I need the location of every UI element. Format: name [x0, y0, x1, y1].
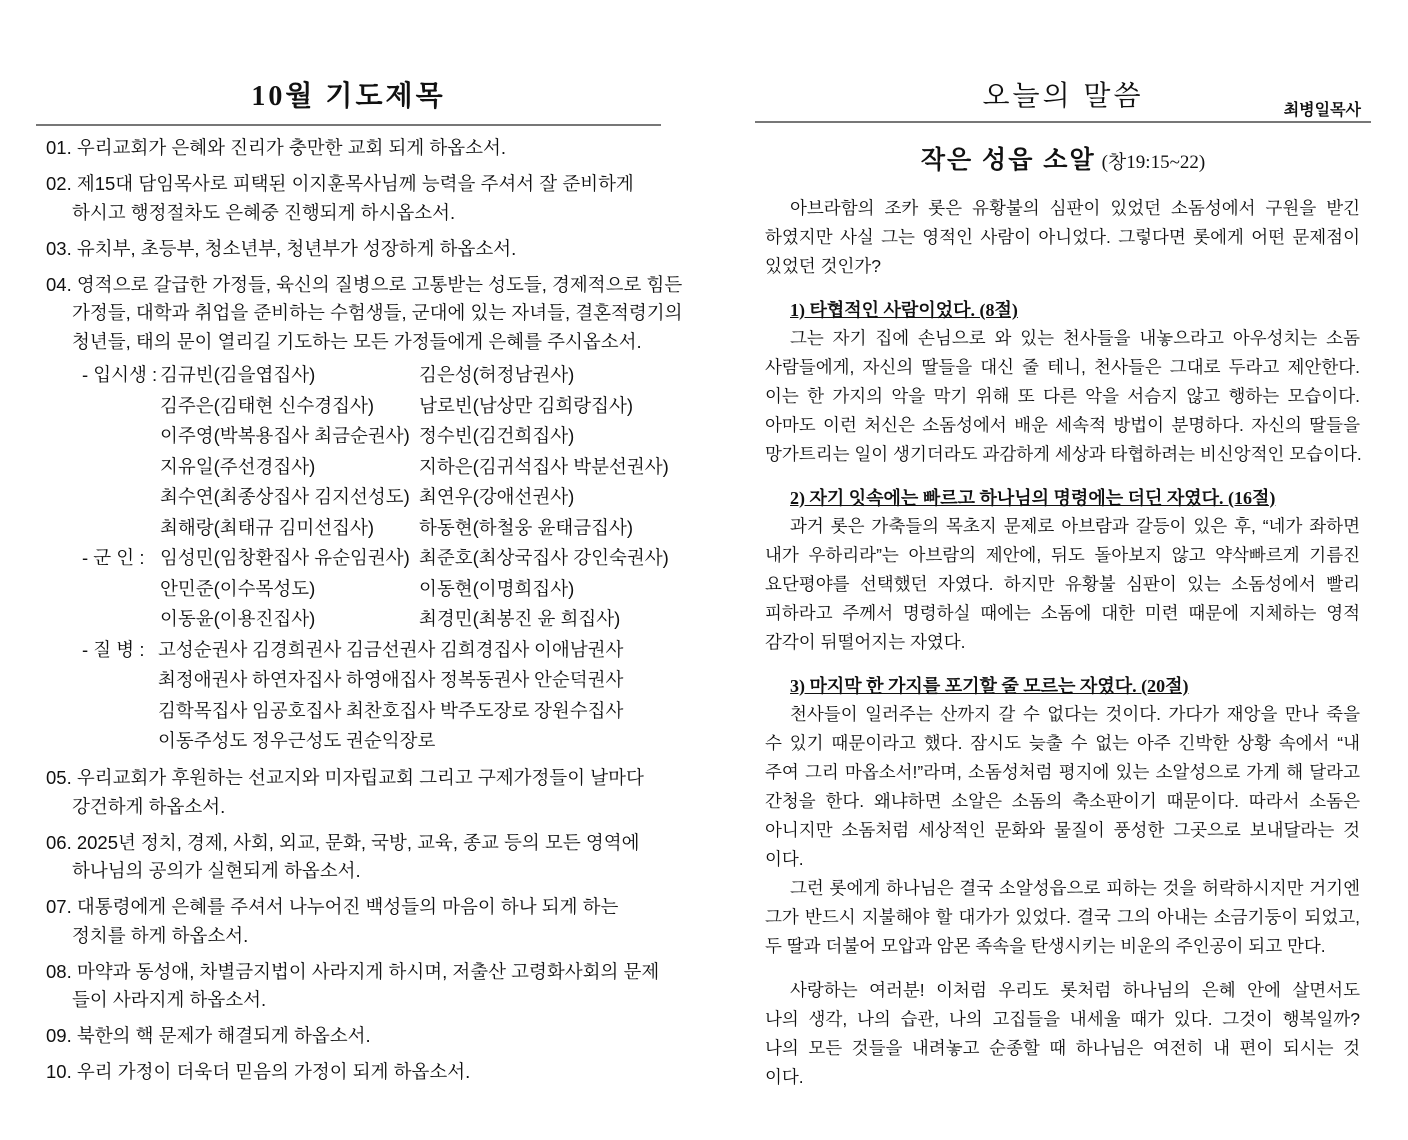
- name-row: [46, 604, 661, 635]
- name-row: [46, 513, 661, 544]
- prayer-item: [46, 829, 661, 886]
- paragraph-line: 피하라고 주께서 명령하실 때에는 소돔에 대한 미련 때문에 지체하는 영적: [765, 603, 1360, 623]
- name-entry: 최경민(최봉진 윤 희집사): [419, 608, 621, 629]
- paragraph-line: 망가트리는 일이 생기더라도 과감하게 세상과 타협하려는 비신앙적인 모습이다.: [765, 444, 1362, 464]
- prayer-item: [46, 1058, 661, 1087]
- prayer-item-line: 02. 제15대 담임목사로 피택된 이지훈목사님께 능력을 주셔서 잘 준비하게: [46, 173, 634, 194]
- prayer-item-line: 강건하게 하옵소서.: [72, 795, 226, 817]
- prayer-item-line: 하시고 행정절차도 은혜중 진행되게 하시옵소서.: [72, 201, 456, 223]
- prayer-item: [46, 235, 661, 264]
- name-entry: 이동현(이명희집사): [419, 577, 575, 599]
- prayer-item-line: 청년들, 태의 문이 열리길 기도하는 모든 가정들에게 은혜를 주시옵소서.: [72, 330, 642, 352]
- sermon-header: 오늘의 말씀: [982, 80, 1144, 111]
- name-entry: 권순익장로: [346, 730, 436, 751]
- prayer-item: [46, 764, 661, 821]
- prayer-item: [46, 893, 661, 950]
- section-heading: [765, 484, 1360, 512]
- paragraph-line: 사람들에게, 자신의 딸들을 대신 줄 테니, 천사들은 그대로 두라고 제안한다.: [765, 357, 1360, 377]
- name-entry: 김학목집사: [158, 699, 248, 721]
- prayer-item: [46, 271, 683, 757]
- section-heading-text: 1) 타협적인 사람이었다. (8절): [790, 300, 1018, 320]
- prayer-item-line: 05. 우리교회가 후원하는 선교지와 미자립교회 그리고 구제가정들이 날마다: [46, 767, 644, 788]
- paragraph-line: 두 딸과 더불어 모압과 암몬 족속을 탄생시키는 비운의 주인공이 되고 만다.: [765, 936, 1326, 956]
- prayer-item-line: 04. 영적으로 갈급한 가정들, 육신의 질병으로 고통받는 성도들, 경제적으로 힘든: [46, 273, 683, 295]
- prayer-item-line: 06. 2025년 정치, 경제, 사회, 외교, 문화, 국방, 교육, 종교 등의 모든 영역에: [46, 831, 640, 853]
- name-entry: 최정애권사: [158, 669, 248, 690]
- section-heading: [765, 296, 1360, 324]
- name-entry: 이동윤(이용진집사): [160, 608, 316, 629]
- name-entry: 하동현(하철웅 윤태금집사): [419, 516, 634, 538]
- name-entry: 김희경집사: [440, 638, 530, 660]
- name-entry: 이주영(박복용집사 최금순권사): [160, 425, 410, 446]
- prayer-item-line: 09. 북한의 핵 문제가 해결되게 하옵소서.: [46, 1025, 371, 1046]
- name-row: [46, 635, 661, 666]
- name-row: [46, 543, 669, 574]
- name-row: [46, 452, 669, 483]
- paragraph-line: 요단평야를 선택했던 자였다. 하지만 유황불 심판이 있는 소돔성에서 빨리: [765, 574, 1360, 594]
- name-row: [46, 421, 661, 452]
- name-entry: 최연우(강애선권사): [419, 486, 575, 507]
- name-entry: 이동주성도: [158, 730, 248, 751]
- paragraph-line: 과거 롯은 가축들의 목초지 문제로 아브람과 갈등이 있은 후, “네가 좌하면: [790, 516, 1360, 536]
- sermon-paragraph: [765, 194, 1360, 281]
- prayer-item-line: 10. 우리 가정이 더욱더 믿음의 가정이 되게 하옵소서.: [46, 1061, 471, 1082]
- group-label: - 군 인 :: [82, 547, 145, 568]
- prayer-item-line: 08. 마약과 동성애, 차별금지법이 사라지게 하시며, 저출산 고령화사회의 문제: [46, 960, 660, 982]
- name-entry: 김경희권사: [252, 638, 342, 660]
- name-entry: 최준호(최상국집사 강인숙권사): [419, 547, 669, 568]
- name-entry: 지유일(주선경집사): [160, 455, 316, 477]
- paragraph-line: 내가 우하리라”는 아브람의 제안에, 뒤도 돌아보지 않고 약삭빠르게 기름진: [765, 545, 1360, 565]
- name-row: [46, 360, 661, 391]
- paragraph-line: 이는 한 가지의 악을 막기 위해 또 다른 악을 서슴지 않고 행하는 모습이다.: [765, 386, 1360, 406]
- name-entry: 하연자집사: [252, 669, 342, 690]
- paragraph-line: 이다.: [765, 849, 804, 869]
- title-divider: [755, 121, 1371, 123]
- prayer-item-line: 가정들, 대학과 취업을 준비하는 수험생들, 군대에 있는 자녀들, 결혼적령기의: [72, 302, 683, 323]
- paragraph-line: 나의 생각, 나의 습관, 나의 고집들을 내세울 때가 있다. 그것이 행복일까?: [765, 1009, 1360, 1029]
- paragraph-line: 하였지만 사실 그는 영적인 사람이 아니었다. 그렇다면 롯에게 어떤 문제점이: [765, 227, 1360, 247]
- prayer-item: [46, 1022, 661, 1051]
- group-label: - 입시생 :: [82, 364, 158, 385]
- paragraph-line: 그는 자기 집에 손님으로 와 있는 천사들을 내놓으라고 아우성치는 소돔: [790, 328, 1360, 348]
- name-entry: 최찬호집사: [346, 699, 436, 721]
- name-row: [46, 726, 661, 757]
- name-row: [46, 665, 661, 696]
- name-entry: 박주도장로: [440, 699, 530, 721]
- prayer-item-line: 07. 대통령에게 은혜를 주셔서 나누어진 백성들의 마음이 하나 되게 하는: [46, 896, 619, 917]
- name-entry: 최해랑(최태규 김미선집사): [160, 516, 375, 538]
- name-row: [46, 696, 661, 727]
- name-entry: 최수연(최종상집사 김지선성도): [160, 486, 410, 507]
- section-heading: [765, 672, 1360, 700]
- prayer-item-line: 정치를 하게 하옵소서.: [72, 924, 249, 946]
- sermon-paragraph: [765, 324, 1360, 469]
- name-entry: 하영애집사: [346, 669, 436, 690]
- name-entry: 장원수집사: [534, 699, 624, 721]
- sermon-author: 최병일목사: [1283, 102, 1361, 119]
- sermon-body: [765, 194, 1360, 1092]
- name-entry: 남로빈(남상만 김희랑집사): [419, 394, 634, 416]
- name-entry: 정수빈(김건희집사): [419, 425, 575, 446]
- prayer-topics-title: 10월 기도제목: [251, 81, 446, 112]
- name-entry: 정복동권사: [440, 669, 530, 690]
- name-entry: 김주은(김태현 신수경집사): [160, 394, 375, 416]
- section-heading-text: 3) 마지막 한 가지를 포기할 줄 모르는 자였다. (20절): [790, 676, 1189, 696]
- paragraph-line: 간청을 한다. 왜냐하면 소알은 소돔의 축소판이기 때문이다. 따라서 소돔은: [765, 791, 1360, 811]
- paragraph-line: 아브라함의 조카 롯은 유황불의 심판이 있었던 소돔성에서 구원을 받긴: [790, 198, 1360, 218]
- name-entry: 김규빈(김을엽집사): [160, 364, 316, 385]
- paragraph-line: 그런 롯에게 하나님은 결국 소알성읍으로 피하는 것을 허락하시지만 거기엔: [790, 878, 1360, 898]
- name-row: [46, 574, 661, 605]
- section-heading-text: 2) 자기 잇속에는 빠르고 하나님의 명령에는 더딘 자였다. (16절): [790, 488, 1276, 508]
- name-entry: 고성순권사: [158, 638, 248, 660]
- name-row: [46, 482, 661, 513]
- prayer-list: [46, 134, 683, 1094]
- name-entry: 지하은(김귀석집사 박분선권사): [419, 455, 669, 477]
- paragraph-line: 그가 반드시 지불해야 할 대가가 있었다. 결국 그의 아내는 소금기둥이 되었고,: [765, 907, 1360, 927]
- name-entry: 안민준(이수목성도): [160, 577, 316, 599]
- paragraph-line: 감각이 뒤떨어지는 자였다.: [765, 632, 966, 652]
- prayer-item: [46, 170, 661, 227]
- name-row: [46, 391, 661, 422]
- prayer-item-line: 들이 사라지게 하옵소서.: [72, 989, 267, 1010]
- sermon-paragraph: [765, 512, 1360, 657]
- sermon-paragraph: [765, 700, 1360, 874]
- sermon-title-line: [755, 140, 1371, 176]
- paragraph-line: 수 있기 때문이라고 했다. 잠시도 늦출 수 없는 아주 긴박한 상황 속에서 “내: [765, 733, 1360, 753]
- prayer-item: [46, 958, 661, 1015]
- sermon-paragraph: [765, 976, 1360, 1092]
- sermon-title: 작은 성읍 소알: [920, 146, 1096, 174]
- name-entry: 임공호집사: [252, 699, 342, 721]
- prayer-item: [46, 134, 661, 163]
- paragraph-line: 사랑하는 여러분! 이처럼 우리도 롯처럼 하나님의 은혜 안에 살면서도: [790, 980, 1360, 1000]
- sermon-paragraph: [765, 874, 1360, 961]
- paragraph-line: 나의 모든 것들을 내려놓고 순종할 때 하나님은 여전히 내 편이 되시는 것: [765, 1038, 1360, 1058]
- name-entry: 이애남권사: [534, 638, 624, 660]
- paragraph-line: 주여 그리 마옵소서!”라며, 소돔성처럼 평지에 있는 소알성으로 가게 해 달라고: [765, 762, 1360, 782]
- name-entry: 정우근성도: [252, 730, 342, 751]
- name-entry: 임성민(임창환집사 유순임권사): [160, 547, 410, 568]
- paragraph-line: 있었던 것인가?: [765, 256, 882, 276]
- prayer-name-list: [46, 360, 669, 757]
- name-entry: 안순덕권사: [534, 669, 624, 690]
- paragraph-line: 이다.: [765, 1067, 804, 1087]
- scripture-reference: (창19:15~22): [1101, 152, 1206, 173]
- name-entry: 김금선권사: [346, 638, 436, 660]
- paragraph-line: 아마도 이런 처신은 소돔성에서 배운 세속적 방법이 분명하다. 자신의 딸들을: [765, 415, 1360, 435]
- paragraph-line: 아니지만 소돔처럼 세상적인 문화와 물질이 풍성한 그곳으로 보내달라는 것: [765, 820, 1360, 840]
- paragraph-line: 천사들이 일러주는 산까지 갈 수 없다는 것이다. 가다가 재앙을 만나 죽을: [790, 704, 1360, 724]
- prayer-item-line: 03. 유치부, 초등부, 청소년부, 청년부가 성장하게 하옵소서.: [46, 237, 517, 259]
- title-divider: [36, 124, 661, 126]
- prayer-item-line: 하나님의 공의가 실현되게 하옵소서.: [72, 860, 361, 881]
- group-label: - 질 병 :: [82, 638, 145, 660]
- name-entry: 김은성(허정남권사): [419, 364, 575, 385]
- prayer-item-line: 01. 우리교회가 은혜와 진리가 충만한 교회 되게 하옵소서.: [46, 137, 507, 158]
